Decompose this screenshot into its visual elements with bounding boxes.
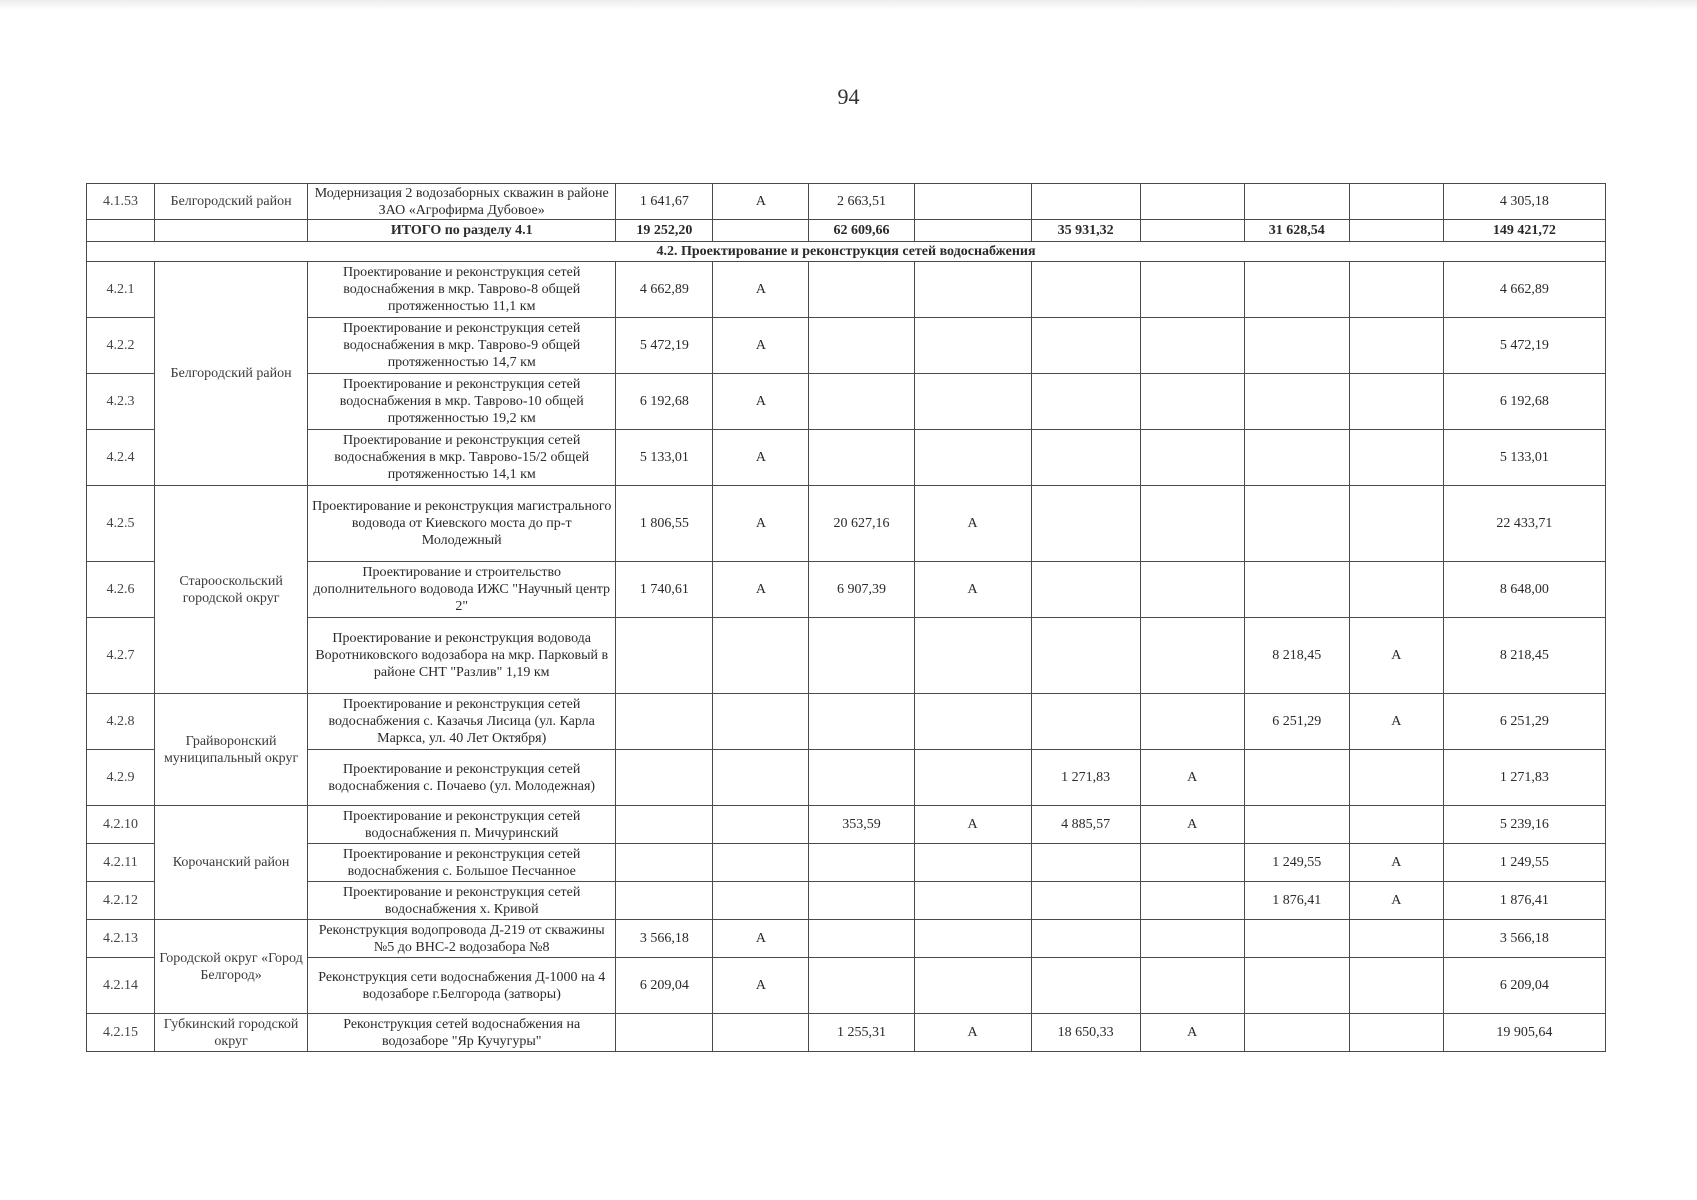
table-row (87, 882, 1606, 920)
amount-cell: 19 252,20 (616, 220, 713, 242)
amount-cell: 1 876,41 (1244, 882, 1349, 920)
table-row (87, 806, 1606, 844)
table-row (87, 844, 1606, 882)
amount-cell: 31 628,54 (1244, 220, 1349, 242)
table-row (87, 1014, 1606, 1052)
project-name: Проектирование и реконструкция магистрального водовода от Киевского моста до пр-т Молодежный (308, 486, 616, 562)
row-number: 4.2.14 (87, 958, 155, 1014)
project-name: Проектирование и реконструкция сетей водоснабжения в мкр. Таврово-8 общей протяженностью 11,1 км (308, 262, 616, 318)
table-row (87, 184, 1606, 220)
amount-cell: 1 806,55 (616, 486, 713, 562)
source-cell: А (713, 958, 809, 1014)
project-name: Реконструкция сетей водоснабжения на водозаборе "Яр Кучугуры" (308, 1014, 616, 1052)
project-name: Проектирование и реконструкция сетей водоснабжения в мкр. Таврово-10 общей протяженностью 19,2 км (308, 374, 616, 430)
row-number: 4.2.11 (87, 844, 155, 882)
amount-cell: 4 662,89 (616, 262, 713, 318)
table-row (87, 318, 1606, 374)
total-cell: 1 249,55 (1443, 844, 1605, 882)
total-cell: 6 251,29 (1443, 694, 1605, 750)
amount-cell: 1 271,83 (1031, 750, 1140, 806)
total-cell: 5 239,16 (1443, 806, 1605, 844)
source-cell: А (713, 430, 809, 486)
row-number: 4.2.12 (87, 882, 155, 920)
page-number: 94 (837, 84, 860, 109)
row-number: 4.2.15 (87, 1014, 155, 1052)
section-header-row (87, 242, 1606, 262)
row-number: 4.2.1 (87, 262, 155, 318)
total-cell: 8 648,00 (1443, 562, 1605, 618)
total-cell: 4 662,89 (1443, 262, 1605, 318)
subtotal-label: ИТОГО по разделу 4.1 (308, 220, 616, 242)
source-cell: А (713, 562, 809, 618)
source-cell: А (713, 486, 809, 562)
total-cell: 8 218,45 (1443, 618, 1605, 694)
table-row (87, 694, 1606, 750)
amount-cell: 1 255,31 (809, 1014, 914, 1052)
row-number: 4.2.8 (87, 694, 155, 750)
row-number: 4.2.9 (87, 750, 155, 806)
source-cell: А (1140, 806, 1244, 844)
total-cell: 6 192,68 (1443, 374, 1605, 430)
total-cell: 22 433,71 (1443, 486, 1605, 562)
amount-cell: 3 566,18 (616, 920, 713, 958)
source-cell: А (1140, 1014, 1244, 1052)
amount-cell: 35 931,32 (1031, 220, 1140, 242)
amount-cell: 5 472,19 (616, 318, 713, 374)
source-cell: А (1349, 694, 1443, 750)
table-row (87, 486, 1606, 562)
source-cell (1349, 184, 1443, 220)
investment-program-table (86, 183, 1606, 1052)
row-number: 4.2.7 (87, 618, 155, 694)
table-row (87, 618, 1606, 694)
total-cell: 19 905,64 (1443, 1014, 1605, 1052)
amount-cell: 6 907,39 (809, 562, 914, 618)
row-number: 4.2.5 (87, 486, 155, 562)
table-row (87, 562, 1606, 618)
source-cell: А (1349, 618, 1443, 694)
total-cell: 5 472,19 (1443, 318, 1605, 374)
project-name: Проектирование и реконструкция сетей водоснабжения п. Мичуринский (308, 806, 616, 844)
table-row (87, 430, 1606, 486)
source-cell: А (713, 318, 809, 374)
total-cell: 4 305,18 (1443, 184, 1605, 220)
amount-cell: 20 627,16 (809, 486, 914, 562)
row-number: 4.2.10 (87, 806, 155, 844)
total-cell: 1 876,41 (1443, 882, 1605, 920)
row-number: 4.2.3 (87, 374, 155, 430)
source-cell: А (1349, 882, 1443, 920)
row-number: 4.2.4 (87, 430, 155, 486)
row-number: 4.1.53 (87, 184, 155, 220)
project-name: Проектирование и реконструкция сетей водоснабжения х. Кривой (308, 882, 616, 920)
district-cell: Корочанский район (155, 806, 308, 920)
project-name: Проектирование и реконструкция сетей водоснабжения с. Большое Песчанное (308, 844, 616, 882)
total-cell: 5 133,01 (1443, 430, 1605, 486)
amount-cell: 8 218,45 (1244, 618, 1349, 694)
project-name: Модернизация 2 водозаборных скважин в районе ЗАО «Агрофирма Дубовое» (308, 184, 616, 220)
amount-cell: 1 641,67 (616, 184, 713, 220)
source-cell: А (1349, 844, 1443, 882)
source-cell: А (1140, 750, 1244, 806)
project-name: Проектирование и реконструкция сетей водоснабжения в мкр. Таврово-9 общей протяженностью 14,7 км (308, 318, 616, 374)
amount-cell: 4 885,57 (1031, 806, 1140, 844)
source-cell: А (713, 920, 809, 958)
district-cell: Грайворонский муниципальный округ (155, 694, 308, 806)
district-cell: Губкинский городской округ (155, 1014, 308, 1052)
row-number: 4.2.6 (87, 562, 155, 618)
table-row (87, 374, 1606, 430)
amount-cell (1031, 184, 1140, 220)
amount-cell: 18 650,33 (1031, 1014, 1140, 1052)
total-cell: 1 271,83 (1443, 750, 1605, 806)
source-cell (1140, 184, 1244, 220)
table-row (87, 750, 1606, 806)
source-cell: А (914, 486, 1031, 562)
amount-cell: 6 192,68 (616, 374, 713, 430)
source-cell (914, 184, 1031, 220)
project-name: Проектирование и реконструкция сетей водоснабжения с. Почаево (ул. Молодежная) (308, 750, 616, 806)
total-cell: 6 209,04 (1443, 958, 1605, 1014)
district-cell: Белгородский район (155, 262, 308, 486)
table-row (87, 920, 1606, 958)
total-cell: 3 566,18 (1443, 920, 1605, 958)
amount-cell: 5 133,01 (616, 430, 713, 486)
amount-cell: 6 209,04 (616, 958, 713, 1014)
project-name: Проектирование и строительство дополнительного водовода ИЖС "Научный центр 2" (308, 562, 616, 618)
district-cell: Городской округ «Город Белгород» (155, 920, 308, 1014)
scan-edge-shade (0, 0, 1697, 10)
project-name: Реконструкция водопровода Д-219 от скважины №5 до ВНС-2 водозабора №8 (308, 920, 616, 958)
source-cell: А (713, 374, 809, 430)
table-row (87, 262, 1606, 318)
amount-cell: 1 249,55 (1244, 844, 1349, 882)
row-number: 4.2.2 (87, 318, 155, 374)
source-cell: А (914, 806, 1031, 844)
total-cell: 149 421,72 (1443, 220, 1605, 242)
subtotal-row (87, 220, 1606, 242)
district-cell: Белгородский район (155, 184, 308, 220)
table-row (87, 958, 1606, 1014)
district-cell: Старооскольский городской округ (155, 486, 308, 694)
source-cell: А (713, 262, 809, 318)
amount-cell: 6 251,29 (1244, 694, 1349, 750)
amount-cell: 2 663,51 (809, 184, 914, 220)
amount-cell: 62 609,66 (809, 220, 914, 242)
row-number: 4.2.13 (87, 920, 155, 958)
project-name: Проектирование и реконструкция сетей водоснабжения в мкр. Таврово-15/2 общей протяженностью 14,1 км (308, 430, 616, 486)
amount-cell (1244, 184, 1349, 220)
amount-cell: 1 740,61 (616, 562, 713, 618)
project-name: Проектирование и реконструкция водовода Воротниковского водозабора на мкр. Парковый в районе СНТ "Разлив" 1,19 км (308, 618, 616, 694)
section-title: 4.2. Проектирование и реконструкция сетей водоснабжения (87, 242, 1606, 262)
project-name: Проектирование и реконструкция сетей водоснабжения с. Казачья Лисица (ул. Карла Маркса, ул. 40 Лет Октября) (308, 694, 616, 750)
source-cell: А (713, 184, 809, 220)
amount-cell: 353,59 (809, 806, 914, 844)
source-cell: А (914, 1014, 1031, 1052)
source-cell: А (914, 562, 1031, 618)
project-name: Реконструкция сети водоснабжения Д-1000 на 4 водозаборе г.Белгорода (затворы) (308, 958, 616, 1014)
